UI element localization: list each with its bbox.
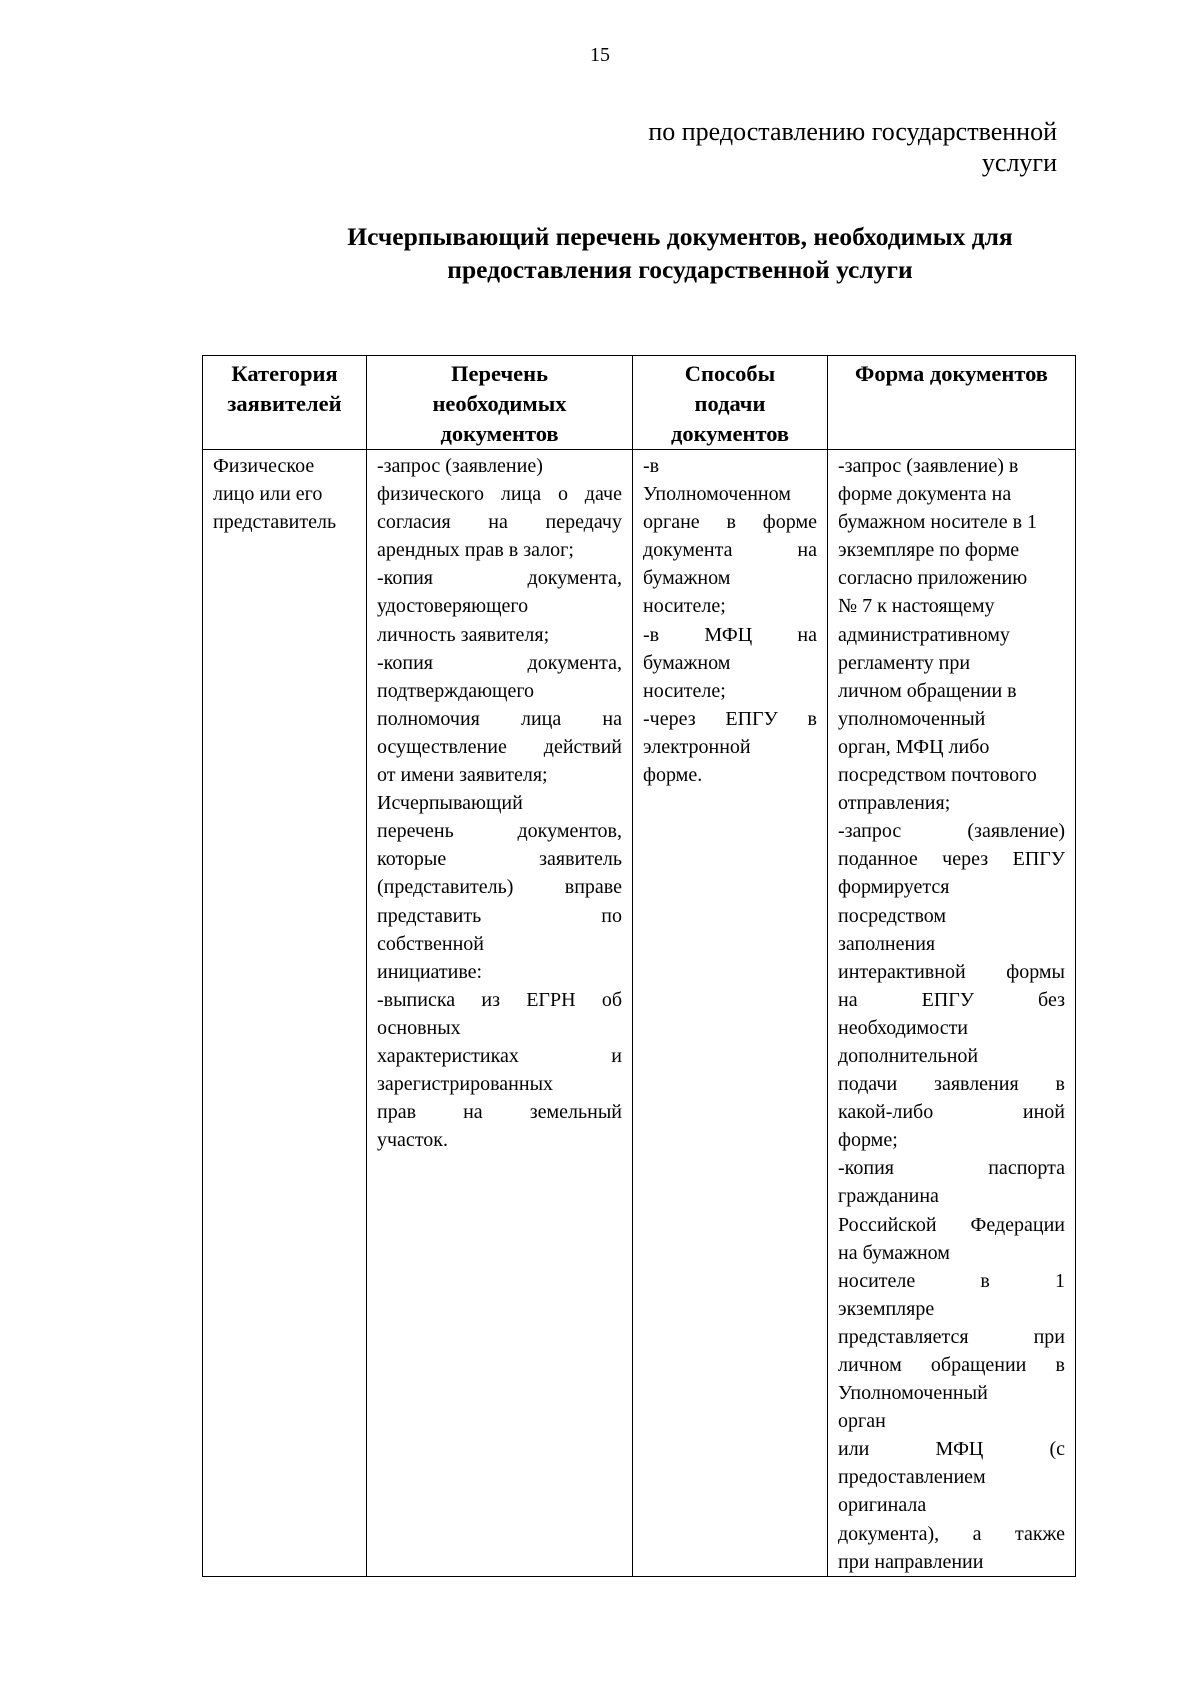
document-header (648, 116, 1057, 178)
cell-line: от имени заявителя; (377, 764, 548, 787)
cell-line: удостоверяющего (377, 595, 529, 618)
cell-line: посредством (838, 904, 947, 927)
cell-line: при направлении (838, 1550, 984, 1573)
cell-line: основных (377, 1016, 461, 1039)
title-line: предоставления государственной услуги (447, 255, 913, 284)
cell-line: физического лица о даче (377, 483, 622, 506)
cell-line: документа), а также (838, 1522, 1065, 1545)
header-documents-list (367, 356, 633, 450)
cell-document-form (828, 450, 1076, 1577)
cell-line: на ЕПГУ без (838, 988, 1065, 1011)
cell-line: носителе в 1 (838, 1269, 1065, 1292)
cell-line: поданное через ЕПГУ (838, 848, 1065, 871)
cell-line: представляется при (838, 1325, 1065, 1348)
table-row (203, 450, 1076, 1577)
page-number: 15 (590, 44, 610, 66)
cell-line: личном обращении в (838, 1354, 1065, 1376)
cell-line: личность заявителя; (377, 623, 550, 646)
cell-line: какой-либо иной (838, 1101, 1065, 1124)
cell-line: -копия паспорта (838, 1157, 1065, 1180)
header-text: Перечень (451, 361, 548, 386)
cell-documents-list (367, 450, 633, 1577)
cell-line: осуществление действий (377, 735, 622, 758)
cell-line: представитель (213, 511, 337, 534)
cell-line: форме документа на (838, 483, 1012, 506)
header-line: услуги (981, 148, 1057, 177)
cell-line: или МФЦ (с (838, 1438, 1065, 1461)
cell-line: представить по (377, 904, 622, 927)
cell-line: полномочия лица на (377, 707, 622, 730)
cell-line: дополнительной (838, 1044, 979, 1067)
cell-line: экземпляре по форме (838, 539, 1020, 562)
cell-line: Уполномоченном (643, 483, 791, 506)
cell-line: -в МФЦ на (643, 623, 817, 646)
cell-line: бумажном носителе в 1 (838, 511, 1038, 534)
cell-line: Российской Федерации (838, 1213, 1065, 1236)
cell-line: Уполномоченный (838, 1382, 988, 1405)
cell-line: гражданина (838, 1185, 939, 1208)
cell-line: посредством почтового (838, 764, 1037, 787)
cell-line: которые заявитель (377, 848, 622, 871)
cell-line: документа на (643, 539, 817, 562)
cell-line: на бумажном (838, 1241, 950, 1264)
cell-line: регламенту при (838, 651, 971, 674)
cell-submission-methods (633, 450, 828, 1577)
title-line: Исчерпывающий перечень документов, необходимых для (347, 222, 1013, 251)
header-line: по предоставлению государственной (648, 117, 1057, 146)
header-text: подачи (694, 391, 766, 416)
cell-line: перечень документов, (377, 820, 622, 843)
cell-line: Исчерпывающий (377, 792, 523, 815)
cell-line: характеристиках и (377, 1044, 622, 1067)
cell-line: -копия документа, (377, 567, 622, 590)
cell-line: оригинала (838, 1494, 927, 1517)
cell-line: форме. (643, 764, 703, 787)
cell-line: административному (838, 623, 1010, 646)
cell-line: личном обращении в (838, 679, 1017, 702)
cell-line: -запрос (заявление) (377, 455, 543, 477)
cell-line: прав на земельный (377, 1101, 622, 1124)
cell-line: (представитель) вправе (377, 876, 622, 899)
header-submission-methods (633, 356, 828, 450)
cell-line: отправления; (838, 792, 951, 815)
cell-line: органе в форме (643, 511, 817, 534)
cell-line: форме; (838, 1129, 898, 1152)
header-text: документов (670, 421, 790, 446)
header-text: Способы (684, 361, 776, 386)
cell-line: орган, МФЦ либо (838, 735, 990, 758)
cell-line: -копия документа, (377, 651, 622, 674)
cell-line: согласия на передачу (377, 511, 622, 534)
cell-line: собственной (377, 932, 484, 955)
cell-line: бумажном (643, 651, 731, 674)
cell-line: формируется (838, 876, 950, 899)
header-text: Форма документов (855, 361, 1048, 386)
cell-line: зарегистрированных (377, 1073, 554, 1096)
documents-table (202, 355, 1076, 1577)
cell-line: участок. (377, 1129, 449, 1152)
cell-line: орган (838, 1410, 886, 1433)
cell-line: согласно приложению (838, 567, 1028, 590)
cell-line: бумажном (643, 567, 731, 590)
cell-line: электронной (643, 735, 751, 758)
cell-line: инициативе: (377, 960, 483, 983)
header-text: необходимых (432, 391, 567, 416)
header-text: Категория (231, 361, 338, 386)
cell-line: -выписка из ЕГРН об (377, 988, 622, 1011)
cell-line: № 7 к настоящему (838, 595, 995, 618)
document-title (250, 220, 1110, 286)
cell-line: заполнения (838, 932, 936, 955)
cell-applicant-category (203, 450, 367, 1577)
cell-line: предоставлением (838, 1466, 986, 1489)
table-header-row (203, 356, 1076, 450)
cell-line: носителе; (643, 679, 726, 702)
cell-line: подачи заявления в (838, 1073, 1065, 1096)
cell-line: арендных прав в залог; (377, 539, 574, 562)
cell-line: носителе; (643, 595, 726, 618)
cell-line: -через ЕПГУ в (643, 707, 817, 730)
cell-line: подтверждающего (377, 679, 535, 702)
cell-line: необходимости (838, 1016, 969, 1039)
cell-line: экземпляре (838, 1297, 935, 1320)
cell-line: лицо или его (213, 483, 323, 506)
cell-line: уполномоченный (838, 707, 986, 730)
header-applicant-category (203, 356, 367, 450)
header-document-form (828, 356, 1076, 450)
cell-line: -в (643, 455, 660, 477)
cell-line: Физическое (213, 455, 315, 477)
cell-line: -запрос (заявление) (838, 820, 1065, 843)
header-text: документов (440, 421, 559, 446)
cell-line: -запрос (заявление) в (838, 455, 1019, 477)
cell-line: интерактивной формы (838, 960, 1065, 983)
header-text: заявителей (227, 391, 342, 416)
